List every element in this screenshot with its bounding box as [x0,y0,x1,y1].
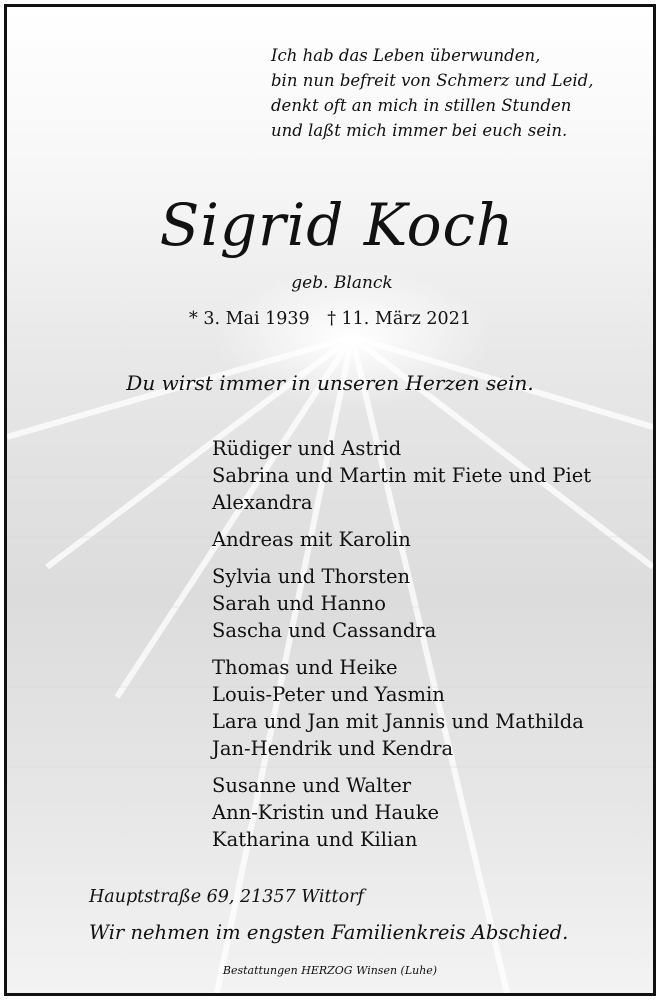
mourner-line: Katharina und Kilian [212,828,418,851]
mourner-line: Thomas und Heike [212,656,398,679]
birth-name: geb. Blanck [291,273,393,293]
mourner-line: Ann-Kristin und Hauke [212,801,440,824]
life-dates [7,309,653,329]
family-group [212,563,642,644]
mourner-line: Rüdiger und Astrid [212,437,402,460]
mourner-line: Louis-Peter und Yasmin [212,683,445,706]
mourner-line: Lara und Jan mit Jannis und Mathilda [212,710,584,733]
undertaker: Bestattungen HERZOG Winsen (Luhe) [222,964,438,977]
family-group [212,435,642,516]
farewell-note: Wir nehmen im engsten Familienkreis Abschied. [89,921,569,944]
poem-line: und laßt mich immer bei euch sein. [271,121,568,140]
mourners-list [212,435,642,863]
mourner-line: Sylvia und Thorsten [212,565,411,588]
motto: Du wirst immer in unseren Herzen sein. [126,371,534,395]
address: Hauptstraße 69, 21357 Wittorf [89,887,364,907]
family-group [212,526,642,553]
poem [271,43,631,143]
birth-date: * 3. Mai 1939 [189,309,310,329]
mourner-line: Sascha und Cassandra [212,619,437,642]
mourner-line: Sabrina und Martin mit Fiete und Piet [212,464,592,487]
poem-line: Ich hab das Leben überwunden, [271,46,541,65]
poem-line: bin nun befreit von Schmerz und Leid, [271,71,594,90]
mourner-line: Jan-Hendrik und Kendra [212,737,454,760]
deceased-name: Sigrid Koch [159,191,515,259]
death-date: † 11. März 2021 [327,309,471,329]
mourner-line: Andreas mit Karolin [212,528,411,551]
mourner-line: Alexandra [212,491,313,514]
poem-line: denkt oft an mich in stillen Stunden [271,96,572,115]
mourner-line: Sarah und Hanno [212,592,386,615]
family-group [212,772,642,853]
obituary-frame [4,4,656,996]
mourner-line: Susanne und Walter [212,774,412,797]
family-group [212,654,642,762]
